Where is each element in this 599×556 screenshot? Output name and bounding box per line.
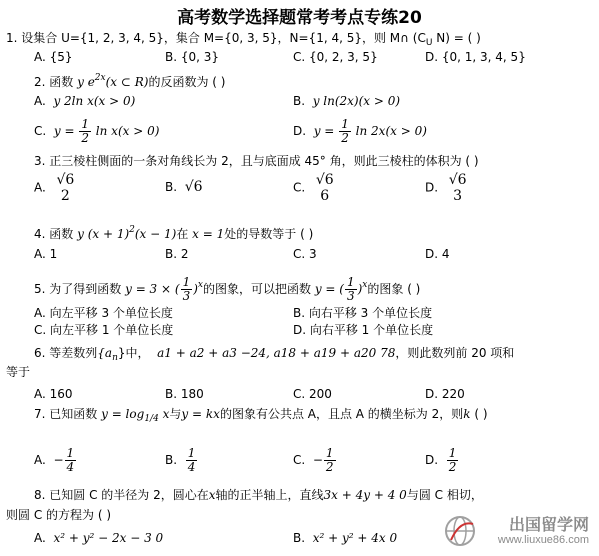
q8-option-b: B. x² + y² + 4x 0 — [293, 531, 398, 545]
q2-option-c: C. y = $\frac{1}{2}$ ln x(x > 0) — [34, 117, 160, 145]
q7-option-c: C. − $\frac{1}{2}$ — [293, 446, 334, 474]
q3-stem: 3. 正三棱柱侧面的一条对角线长为 2，且与底面成 45° 角，则此三棱柱的体积为 ( ) — [34, 154, 479, 168]
q4-stem: 4. 函数 y $(x + 1)^2(x - 1)$在 x = 1处的导数等于 ( ) — [34, 225, 314, 241]
q8-option-a: A. x² + y² − 2x − 3 0 — [34, 531, 164, 545]
q6-option-a: A. 160 — [34, 387, 73, 401]
q4-option-c: C. 3 — [293, 247, 317, 261]
q2-stem: 2. 函数 y $e^{2x}(x$ ⊂ R)的反函数为 ( ) — [34, 73, 226, 89]
q6-stem: 6. 等差数列$\{a_n\}$中， a1 + a2 + a3 −24, a18 + a19 + a20 78，则此数列前 20 项和 — [34, 346, 515, 363]
q7-option-d: D. $\frac{1}{2}$ — [425, 446, 457, 474]
watermark — [443, 512, 593, 552]
globe-logo-icon — [443, 514, 477, 548]
q4-option-a: A. 1 — [34, 247, 58, 261]
q3-option-a: A. √6 2 — [34, 172, 75, 204]
q3-option-b: B. √6 — [165, 179, 203, 195]
q5-stem: 5. 为了得到函数 y = 3 × ( $\frac{1}{3}$ )$^x$的图象，可以把函数 y = ( $\frac{1}{3}$ )$^x$的图象 ( ) — [34, 275, 421, 303]
q5-option-d: D. 向右平移 1 个单位长度 — [293, 323, 434, 337]
q4-option-b: B. 2 — [165, 247, 189, 261]
q1-option-b: B. {0, 3} — [165, 50, 220, 64]
q6-option-b: B. 180 — [165, 387, 204, 401]
q1-option-c: C. {0, 2, 3, 5} — [293, 50, 378, 64]
q2-option-d: D. y = $\frac{1}{2}$ ln 2x(x > 0) — [293, 117, 427, 145]
page-title: 高考数学选择题常考考点专练20 — [177, 8, 422, 28]
q8-stem-line2: 则圆 C 的方程为 ( ) — [6, 508, 112, 522]
watermark-url: www.liuxue86.com — [497, 534, 589, 546]
q5-option-c: C. 向左平移 1 个单位长度 — [34, 323, 174, 337]
q1-option-a: A. {5} — [34, 50, 73, 64]
q2-option-b: B. y ln(2x)(x > 0) — [293, 94, 401, 108]
q6-option-d: D. 220 — [425, 387, 465, 401]
q1-option-d: D. {0, 1, 3, 4, 5} — [425, 50, 526, 64]
q8-stem: 8. 已知圆 C 的半径为 2，圆心在x轴的正半轴上，直线3x + 4y + 4 0与圆 C 相切， — [34, 488, 483, 502]
q7-option-b: B. $\frac{1}{4}$ — [165, 446, 196, 474]
q7-stem: 7. 已知函数 $y = \log_{1/4} x$与y = kx的图象有公共点 A，且点 A 的横坐标为 2，则k ( ) — [34, 407, 488, 424]
q3-option-d: D. √6 3 — [425, 172, 467, 204]
q4-option-d: D. 4 — [425, 247, 450, 261]
q6-stem-line2: 等于 — [6, 365, 31, 379]
q7-option-a: A. − $\frac{1}{4}$ — [34, 446, 75, 474]
watermark-title: 出国留学网 — [508, 517, 589, 534]
q6-option-c: C. 200 — [293, 387, 332, 401]
q5-option-a: A. 向左平移 3 个单位长度 — [34, 306, 173, 320]
q2-option-a: A. y 2ln x(x > 0) — [34, 94, 136, 108]
q1-stem: 1. 设集合 U={1, 2, 3, 4, 5}，集合 M={0, 3, 5}，N={1, 4, 5}，则 M∩ ($C_U$ N) = ( ) — [6, 31, 481, 48]
q5-option-b: B. 向右平移 3 个单位长度 — [293, 306, 433, 320]
q3-option-c: C. √6 6 — [293, 172, 334, 204]
